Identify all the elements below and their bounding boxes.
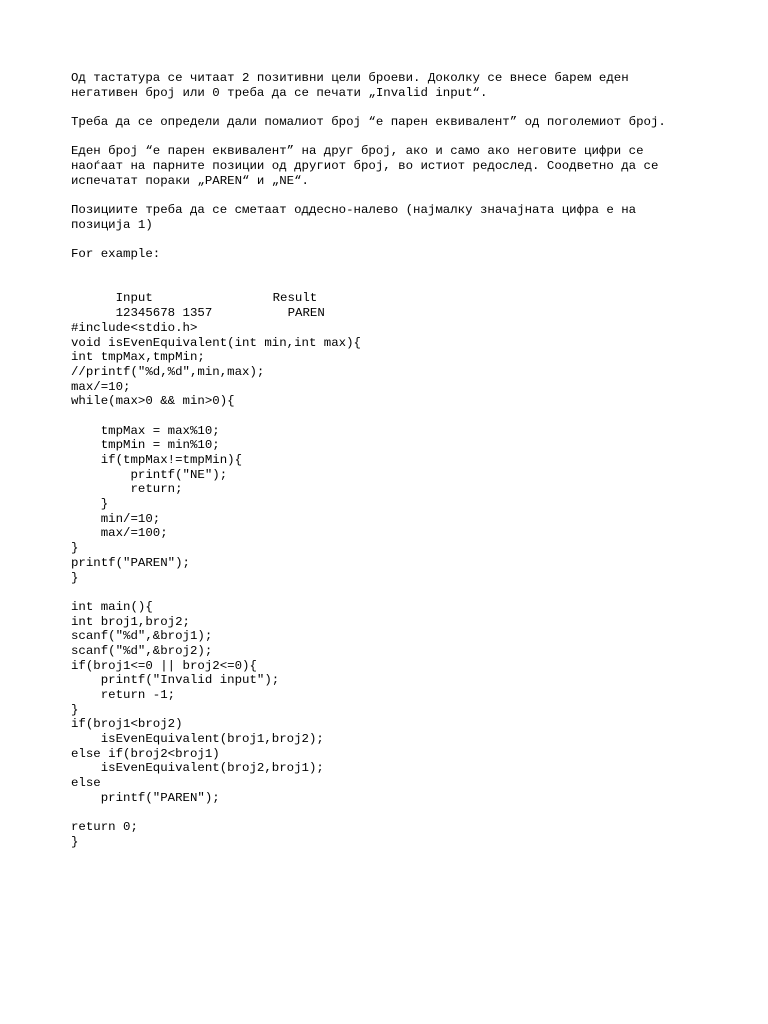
code-line bbox=[71, 585, 711, 600]
code-line: isEvenEquivalent(broj1,broj2); bbox=[71, 732, 324, 747]
code-line bbox=[71, 409, 711, 424]
code-line: tmpMax = max%10; bbox=[71, 423, 220, 438]
code-line: } bbox=[71, 702, 79, 717]
code-line: printf("PAREN"); bbox=[71, 555, 190, 570]
example-table-header-row bbox=[71, 277, 711, 306]
positions-line: Позициите треба да се сметаат оддесно-налево (најмалку значајната цифра е на bbox=[71, 203, 637, 218]
definition-line: наоѓаат на парните позиции од другиот број, во истиот редослед. Соодветно да се bbox=[71, 159, 659, 174]
code-line: } bbox=[71, 541, 79, 556]
example-header-input: Input bbox=[115, 291, 153, 306]
intro-line: негативен број или 0 треба да се печати „Invalid input“. bbox=[71, 85, 488, 100]
task-line: Треба да се определи дали помалиот број “е парен еквивалент” од поголемиот број. bbox=[71, 115, 666, 130]
example-table bbox=[71, 277, 711, 321]
positions-paragraph bbox=[71, 203, 711, 232]
code-line: printf("Invalid input"); bbox=[71, 673, 280, 688]
code-line: else if(broj2<broj1) bbox=[71, 746, 220, 761]
code-line: scanf("%d",&broj1); bbox=[71, 629, 213, 644]
example-heading: For example: bbox=[71, 247, 161, 262]
code-line: int tmpMax,tmpMin; bbox=[71, 350, 205, 365]
code-line: if(tmpMax!=tmpMin){ bbox=[71, 453, 243, 468]
code-line: printf("PAREN"); bbox=[71, 790, 220, 805]
definition-line: Еден број “е парен еквивалент” на друг број, ако и само ако неговите цифри се bbox=[71, 144, 644, 159]
code-line: } bbox=[71, 834, 79, 849]
code-line: //printf("%d,%d",min,max); bbox=[71, 364, 265, 379]
code-line: } bbox=[71, 570, 79, 585]
positions-line: позиција 1) bbox=[71, 217, 153, 232]
code-line bbox=[71, 806, 711, 821]
example-heading-paragraph bbox=[71, 247, 711, 262]
code-line: max/=100; bbox=[71, 526, 168, 541]
document-page bbox=[71, 71, 711, 850]
intro-line: Од тастатура се читаат 2 позитивни цели броеви. Доколку се внесе барем еден bbox=[71, 71, 629, 85]
code-line: scanf("%d",&broj2); bbox=[71, 643, 213, 658]
definition-line: испечатат пораки „PAREN“ и „NE“. bbox=[71, 173, 309, 188]
code-listing bbox=[71, 321, 711, 850]
example-value-result: PAREN bbox=[287, 306, 325, 321]
code-line: #include<stdio.h> bbox=[71, 320, 198, 335]
code-line: return -1; bbox=[71, 688, 176, 703]
code-line: } bbox=[71, 497, 109, 512]
intro-paragraph bbox=[71, 71, 711, 100]
task-paragraph bbox=[71, 115, 711, 130]
code-line: tmpMin = min%10; bbox=[71, 438, 220, 453]
code-line: void isEvenEquivalent(int min,int max){ bbox=[71, 335, 361, 350]
code-line: isEvenEquivalent(broj2,broj1); bbox=[71, 761, 324, 776]
code-line: return; bbox=[71, 482, 183, 497]
code-line: printf("NE"); bbox=[71, 467, 228, 482]
code-line: if(broj1<broj2) bbox=[71, 717, 183, 732]
code-line: while(max>0 && min>0){ bbox=[71, 394, 235, 409]
code-line: return 0; bbox=[71, 820, 138, 835]
code-line: int broj1,broj2; bbox=[71, 614, 190, 629]
code-line: if(broj1<=0 || broj2<=0){ bbox=[71, 658, 257, 673]
code-line: else bbox=[71, 776, 101, 791]
code-line: max/=10; bbox=[71, 379, 131, 394]
definition-paragraph bbox=[71, 144, 711, 188]
example-value-input: 12345678 1357 bbox=[115, 306, 213, 321]
code-line: min/=10; bbox=[71, 511, 161, 526]
example-header-result: Result bbox=[272, 291, 318, 306]
code-line: int main(){ bbox=[71, 599, 153, 614]
